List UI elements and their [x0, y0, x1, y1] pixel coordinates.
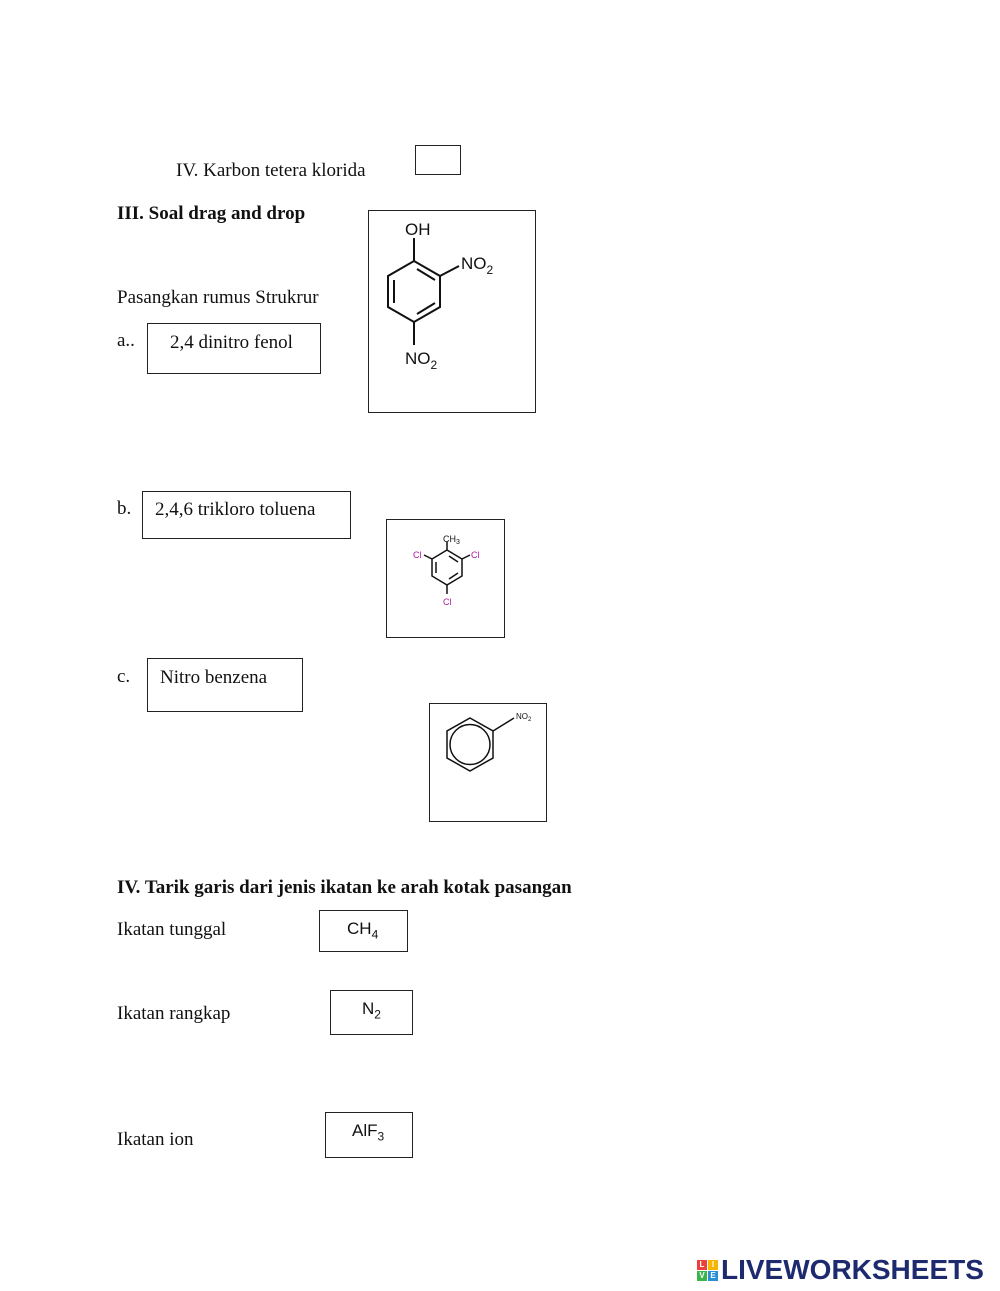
- item-c-marker: c.: [117, 666, 131, 687]
- cl-bottom-label: Cl: [443, 597, 452, 607]
- item-a-marker: a..: [117, 330, 135, 351]
- logo-block-i: I: [708, 1260, 718, 1270]
- item-c-drag-box[interactable]: [147, 658, 303, 712]
- section3-heading: III. Soal drag and drop: [117, 203, 306, 224]
- logo-block-l: L: [697, 1260, 707, 1270]
- logo-text: LIVEWORKSHEETS: [721, 1254, 984, 1285]
- liveworksheets-logo: [697, 1254, 984, 1286]
- formula-box-alf3[interactable]: [325, 1112, 413, 1158]
- item-iv-label: IV. Karbon tetera klorida: [176, 160, 366, 181]
- logo-block-e: E: [708, 1271, 718, 1281]
- formula-ch4: $CH_4$: [347, 919, 379, 942]
- cl-right-label: Cl: [471, 550, 480, 560]
- item-b-drag-box[interactable]: [142, 491, 351, 539]
- ch3-label: $CH_3$: [443, 534, 460, 546]
- item-a-drag-box[interactable]: [147, 323, 321, 374]
- item-c-name: Nitro benzena: [160, 667, 268, 688]
- item-a-name: 2,4 dinitro fenol: [170, 332, 293, 353]
- formula-box-ch4[interactable]: [319, 910, 408, 952]
- formula-alf3: AlF$_3$: [352, 1121, 385, 1144]
- structure-nitrobenzene[interactable]: [429, 703, 547, 822]
- logo-blocks-icon: [697, 1260, 718, 1281]
- item-iv-answer-box[interactable]: [415, 145, 461, 175]
- bond-label-single: Ikatan tunggal: [117, 919, 227, 940]
- no2-side-label: $NO_2$: [461, 254, 494, 277]
- bond-label-ionic: Ikatan ion: [117, 1129, 194, 1150]
- item-b-marker: b.: [117, 498, 132, 519]
- section3-instruction: Pasangkan rumus Strukrur: [117, 287, 319, 308]
- nitrobenzene-diagram: [430, 704, 545, 820]
- item-b-name: 2,4,6 trikloro toluena: [155, 499, 316, 520]
- oh-label: OH: [405, 220, 431, 239]
- formula-box-n2[interactable]: [330, 990, 413, 1035]
- logo-block-v: V: [697, 1271, 707, 1281]
- dinitrophenol-diagram: [369, 211, 534, 411]
- formula-n2: $N_2$: [362, 999, 381, 1022]
- cl-left-label: Cl: [413, 550, 422, 560]
- trichlorotoluene-diagram: [387, 520, 503, 636]
- no2-label: $NO_2$: [516, 712, 532, 723]
- bond-label-double: Ikatan rangkap: [117, 1003, 231, 1024]
- no2-bottom-label: $NO_2$: [405, 349, 438, 372]
- structure-dinitrophenol[interactable]: [368, 210, 536, 413]
- section4-heading: IV. Tarik garis dari jenis ikatan ke arah kotak pasangan: [117, 877, 572, 898]
- benzene-ring-3: [447, 718, 493, 771]
- benzene-ring-1: [388, 261, 440, 322]
- structure-trichlorotoluene[interactable]: [386, 519, 505, 638]
